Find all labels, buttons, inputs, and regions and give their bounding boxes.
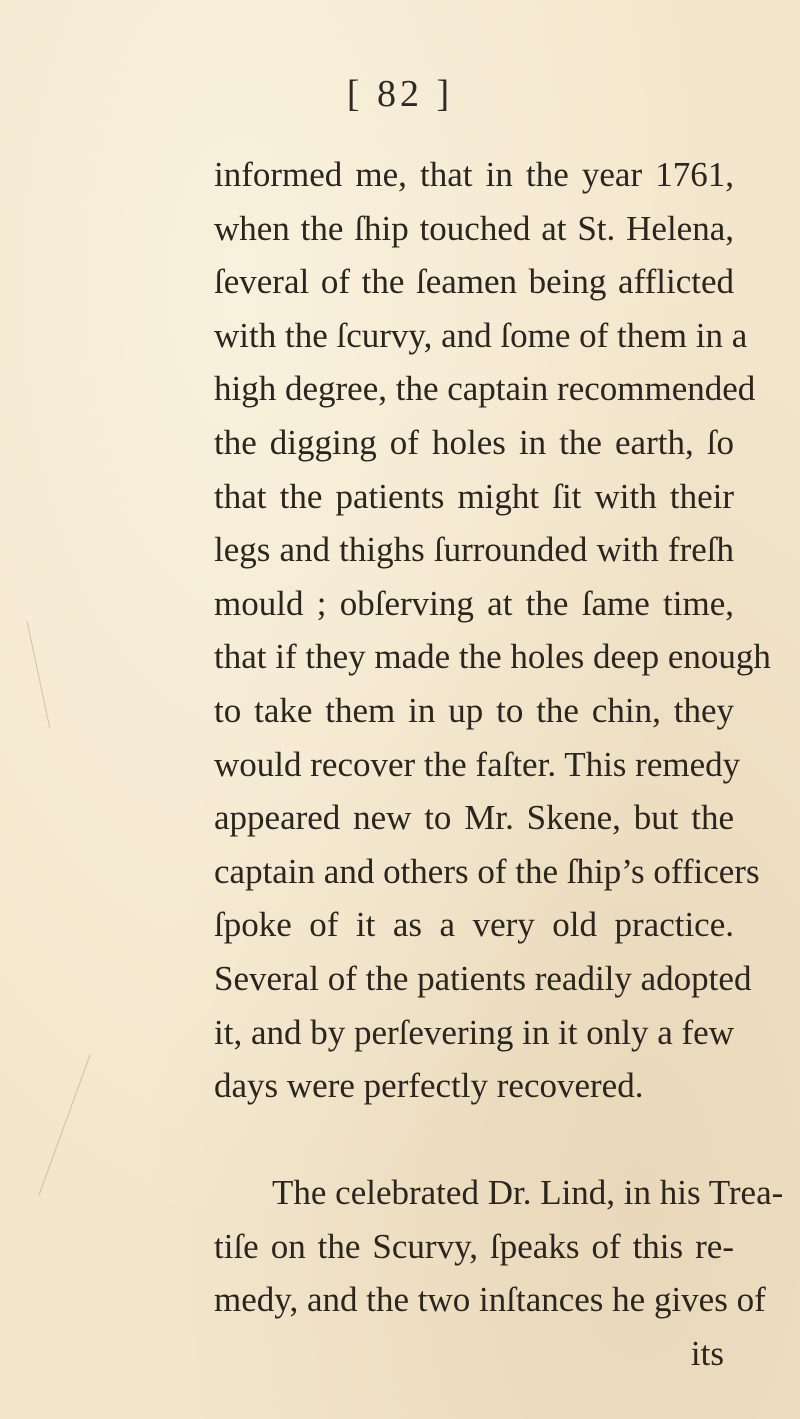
text-line: informed me, that in the year 1761, xyxy=(214,155,734,194)
paper-crease-mark xyxy=(38,1054,90,1195)
text-line: it, and by perſevering in it only a few xyxy=(214,1012,734,1052)
text-line: tiſe on the Scurvy, ſpeaks of this re- xyxy=(214,1226,734,1266)
text-line: medy, and the two inſtances he gives of xyxy=(214,1280,766,1320)
text-line: that if they made the holes deep enough xyxy=(214,637,771,677)
text-line: captain and others of the ſhip’s officers xyxy=(214,851,760,891)
text-line: that the patients might ſit with their xyxy=(214,476,734,516)
text-line: high degree, the captain recommended xyxy=(214,369,756,409)
text-line: to take them in up to the chin, they xyxy=(214,690,734,730)
text-line: the digging of holes in the earth, ſo xyxy=(214,422,734,462)
text-line: legs and thighs ſurrounded with freſh xyxy=(214,530,734,570)
text-line: Several of the patients readily adopted xyxy=(214,958,752,998)
text-line: ſpoke of it as a very old practice. xyxy=(214,905,734,945)
text-line: with the ſcurvy, and ſome of them in a xyxy=(214,315,748,355)
paragraph-break xyxy=(214,1113,734,1167)
catchword: its xyxy=(690,1334,724,1374)
body-text xyxy=(214,148,784,1381)
text-line: when the ſhip touched at St. Helena, xyxy=(214,208,734,248)
text-line: The celebrated Dr. Lind, in his Trea- xyxy=(272,1173,784,1213)
page-number-header: [ 82 ] xyxy=(346,73,454,115)
text-line: appeared new to Mr. Skene, but the xyxy=(214,798,734,838)
text-line: would recover the faſter. This remedy xyxy=(214,744,741,784)
paper-crease-mark xyxy=(27,621,51,729)
text-line: ſeveral of the ſeamen being afflicted xyxy=(214,262,734,302)
text-line: mould ; obſerving at the ſame time, xyxy=(214,583,734,623)
text-line: days were perfectly recovered. xyxy=(214,1066,644,1106)
